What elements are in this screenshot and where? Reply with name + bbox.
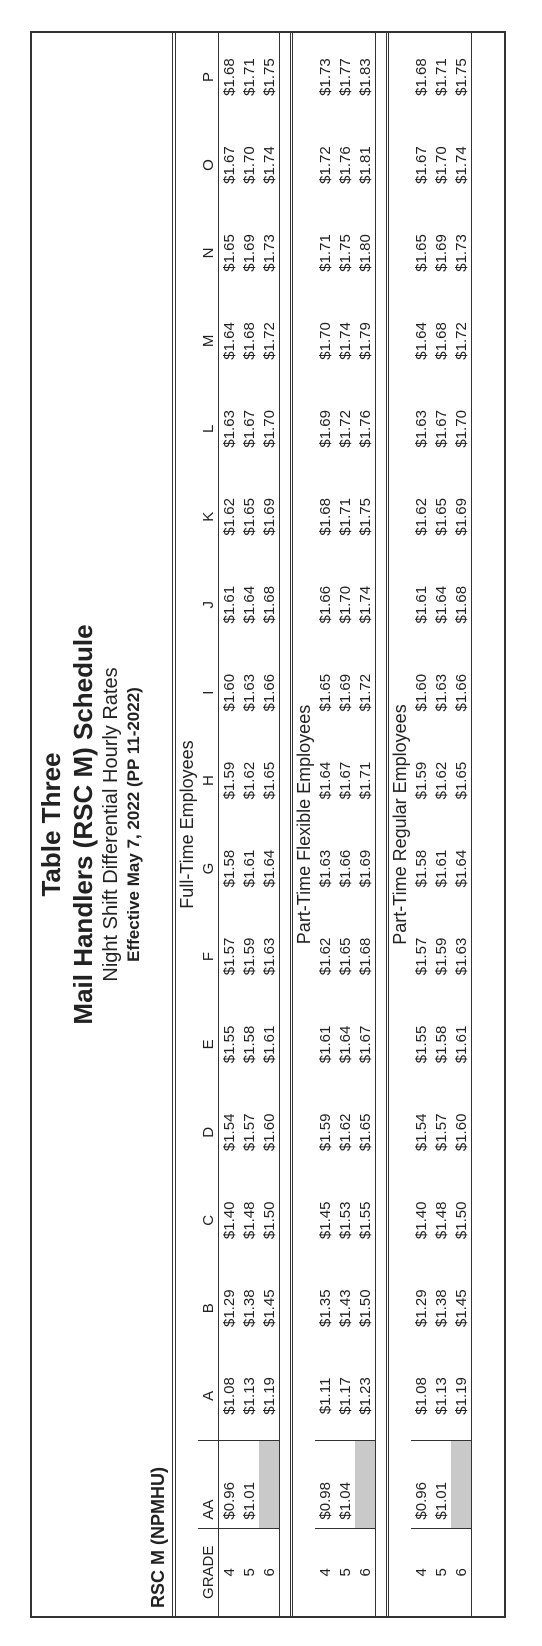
rate-cell: $1.60 [220, 673, 238, 712]
rate-cell: $1.74 [336, 322, 354, 360]
rate-cell: $1.63 [451, 913, 472, 1001]
column-header: E [198, 1000, 219, 1088]
rate-cell: $1.74 [259, 121, 280, 209]
rate-cell: $1.17 [336, 1377, 354, 1415]
rate-cell: $1.72 [316, 146, 334, 184]
rate-cell: $1.59 [432, 937, 450, 976]
rate-cell: $1.76 [355, 385, 376, 473]
rate-cell: $1.53 [336, 1201, 354, 1240]
rate-cell: $1.66 [451, 649, 472, 737]
column-header: C [198, 1176, 219, 1264]
rate-cell: $0.96 [411, 1440, 431, 1528]
rate-cell: $1.64 [412, 322, 430, 360]
grade-cell: 4 [315, 1528, 335, 1616]
rate-cell: $1.83 [355, 33, 376, 121]
table-row [239, 33, 259, 1616]
section-divider [280, 33, 292, 1616]
rate-cell: $1.70 [336, 585, 354, 624]
rate-cell: $1.80 [355, 209, 376, 297]
rate-cell: $1.63 [412, 410, 430, 448]
rate-cell: $1.67 [355, 1000, 376, 1088]
column-header: P [198, 33, 219, 121]
rate-cell: $1.63 [259, 913, 280, 1001]
rate-cell: $1.59 [220, 761, 238, 800]
rate-cell: $1.45 [259, 1264, 280, 1352]
rate-cell: $1.29 [220, 1289, 238, 1327]
rate-cell: $1.70 [432, 146, 450, 184]
rate-cell: $1.40 [220, 1201, 238, 1240]
rate-cell: $1.60 [259, 1088, 280, 1176]
rate-cell: $1.61 [432, 849, 450, 888]
rate-cell: $1.38 [432, 1289, 450, 1327]
rate-cell [451, 1440, 472, 1528]
rate-cell: $1.63 [240, 673, 258, 712]
rate-cell: $1.08 [412, 1377, 430, 1415]
rate-cell: $1.55 [355, 1176, 376, 1264]
rate-cell: $1.65 [432, 498, 450, 536]
rate-cell: $1.67 [412, 146, 430, 184]
rate-cell: $1.68 [316, 498, 334, 536]
table-row [219, 33, 240, 1616]
rate-cell: $1.69 [259, 473, 280, 561]
rate-cell: $1.74 [355, 561, 376, 649]
rate-cell: $1.13 [432, 1377, 450, 1415]
table-row [355, 33, 376, 1616]
rate-cell: $1.65 [336, 937, 354, 976]
rate-cell: $1.72 [451, 297, 472, 385]
rate-cell: $1.71 [355, 737, 376, 825]
rate-cell: $1.62 [336, 1113, 354, 1152]
rate-cell: $1.45 [316, 1201, 334, 1240]
rate-cell: $1.62 [240, 761, 258, 800]
rate-table [172, 33, 472, 1616]
column-header: J [198, 561, 219, 649]
rate-cell: $1.59 [240, 937, 258, 976]
rate-cell: $1.75 [451, 33, 472, 121]
rate-cell: $1.64 [336, 1025, 354, 1064]
rate-cell: $1.59 [412, 761, 430, 800]
rate-cell: $1.08 [220, 1377, 238, 1415]
rate-cell: $1.11 [316, 1377, 334, 1415]
rate-cell: $0.96 [219, 1440, 240, 1528]
column-header: D [198, 1088, 219, 1176]
rate-cell: $1.62 [432, 761, 450, 800]
section-heading-row [388, 33, 412, 1616]
section-heading: Full-Time Employees [174, 33, 198, 1616]
rate-cell: $1.69 [355, 825, 376, 913]
section-divider [376, 33, 388, 1616]
table-row [411, 33, 431, 1616]
plan-label: RSC M (NPMHU) [148, 1467, 168, 1608]
rate-cell: $1.66 [316, 585, 334, 624]
rate-cell: $1.61 [451, 1000, 472, 1088]
column-header: N [198, 209, 219, 297]
rate-cell: $1.68 [355, 913, 376, 1001]
column-header: AA [198, 1440, 219, 1528]
rate-cell: $1.57 [432, 1113, 450, 1152]
section-heading: Part-Time Flexible Employees [292, 33, 316, 1616]
rate-cell: $1.69 [451, 473, 472, 561]
rate-cell: $1.54 [220, 1113, 238, 1152]
divider-cell [376, 33, 388, 1616]
rate-cell: $1.48 [240, 1201, 258, 1240]
rate-cell: $1.70 [240, 146, 258, 184]
column-header: L [198, 385, 219, 473]
grade-cell: 4 [411, 1528, 431, 1616]
rate-cell: $1.58 [240, 1025, 258, 1064]
column-header: G [198, 825, 219, 913]
section-heading: Part-Time Regular Employees [388, 33, 412, 1616]
rate-cell: $1.01 [239, 1440, 259, 1528]
rate-cell: $1.65 [412, 234, 430, 272]
rate-cell: $1.64 [432, 585, 450, 624]
rate-cell: $1.70 [451, 385, 472, 473]
rate-cell: $1.81 [355, 121, 376, 209]
grade-cell: 5 [335, 1528, 355, 1616]
rate-cell: $1.23 [355, 1352, 376, 1440]
rate-cell [259, 1440, 280, 1528]
rate-cell: $1.50 [259, 1176, 280, 1264]
rate-cell: $1.67 [336, 761, 354, 800]
column-header: A [198, 1352, 219, 1440]
rate-cell: $1.62 [412, 498, 430, 536]
rate-cell: $1.62 [220, 498, 238, 536]
rate-cell: $1.71 [240, 58, 258, 96]
rate-cell: $1.50 [451, 1176, 472, 1264]
schedule-title: Mail Handlers (RSC M) Schedule [68, 624, 98, 1025]
rate-cell: $1.58 [220, 849, 238, 888]
column-header: B [198, 1264, 219, 1352]
grade-cell: 4 [219, 1528, 240, 1616]
rate-cell: $1.63 [432, 673, 450, 712]
rate-cell: $1.61 [316, 1025, 334, 1064]
rate-cell: $1.63 [316, 849, 334, 888]
rate-cell: $1.13 [240, 1377, 258, 1415]
rate-cell: $1.64 [316, 761, 334, 800]
rate-cell: $1.65 [316, 673, 334, 712]
rate-cell: $1.77 [336, 58, 354, 96]
effective-date: Effective May 7, 2022 (PP 11-2022) [124, 687, 143, 962]
rate-cell: $1.68 [220, 58, 238, 96]
rate-cell: $1.57 [412, 937, 430, 976]
rate-cell: $1.58 [432, 1025, 450, 1064]
rate-cell: $1.29 [412, 1289, 430, 1327]
rate-cell: $1.64 [220, 322, 238, 360]
rate-cell: $1.67 [240, 410, 258, 448]
rate-cell: $1.76 [336, 146, 354, 184]
rate-cell: $1.70 [316, 322, 334, 360]
rate-cell: $1.58 [412, 849, 430, 888]
rate-cell: $1.19 [451, 1352, 472, 1440]
rate-cell: $1.72 [355, 649, 376, 737]
rate-cell: $1.68 [412, 58, 430, 96]
rate-cell: $1.57 [240, 1113, 258, 1152]
rate-cell: $1.75 [355, 473, 376, 561]
rate-cell: $1.40 [412, 1201, 430, 1240]
rate-cell: $1.57 [220, 937, 238, 976]
rate-table-body [174, 33, 472, 1616]
rate-cell: $1.68 [451, 561, 472, 649]
rate-cell: $1.64 [259, 825, 280, 913]
rate-cell: $1.73 [316, 58, 334, 96]
rate-cell: $1.61 [220, 585, 238, 624]
rate-cell: $1.35 [316, 1289, 334, 1327]
rate-cell: $1.68 [259, 561, 280, 649]
table-row [315, 33, 335, 1616]
rate-cell: $1.61 [412, 585, 430, 624]
divider-cell [280, 33, 292, 1616]
rate-cell: $1.73 [451, 209, 472, 297]
grade-cell: 6 [451, 1528, 472, 1616]
rate-cell: $1.43 [336, 1289, 354, 1327]
rate-cell: $1.72 [259, 297, 280, 385]
rate-cell: $1.72 [336, 410, 354, 448]
rate-cell: $1.70 [259, 385, 280, 473]
column-header: M [198, 297, 219, 385]
rate-cell: $1.60 [451, 1088, 472, 1176]
rate-cell: $1.68 [240, 322, 258, 360]
rate-cell [355, 1440, 376, 1528]
rate-cell: $1.79 [355, 297, 376, 385]
table-row [335, 33, 355, 1616]
table-row [431, 33, 451, 1616]
rate-description: Night Shift Differential Hourly Rates [100, 667, 122, 982]
rate-cell: $1.19 [259, 1352, 280, 1440]
rate-cell: $1.65 [355, 1088, 376, 1176]
column-header-row [198, 33, 219, 1616]
table-title: Table Three [36, 752, 66, 897]
rate-cell: $1.69 [336, 673, 354, 712]
rate-cell: $1.71 [316, 234, 334, 272]
rate-cell: $1.55 [412, 1025, 430, 1064]
rate-cell: $1.01 [431, 1440, 451, 1528]
table-row [259, 33, 280, 1616]
rate-cell: $1.65 [240, 498, 258, 536]
rate-cell: $1.63 [220, 410, 238, 448]
rate-cell: $1.75 [336, 234, 354, 272]
rate-cell: $1.71 [336, 498, 354, 536]
rate-cell: $1.67 [432, 410, 450, 448]
rate-cell: $1.69 [240, 234, 258, 272]
rate-cell: $1.68 [432, 322, 450, 360]
rate-cell: $1.69 [316, 410, 334, 448]
rate-cell: $1.71 [432, 58, 450, 96]
rate-cell: $1.60 [412, 673, 430, 712]
grade-cell: 6 [355, 1528, 376, 1616]
rate-cell: $1.59 [316, 1113, 334, 1152]
column-header: K [198, 473, 219, 561]
column-header: O [198, 121, 219, 209]
column-header: H [198, 737, 219, 825]
rate-cell: $1.64 [451, 825, 472, 913]
grade-cell: 5 [239, 1528, 259, 1616]
section-heading-row [174, 33, 198, 1616]
rate-cell: $1.73 [259, 209, 280, 297]
grade-cell: 5 [431, 1528, 451, 1616]
grade-cell: 6 [259, 1528, 280, 1616]
rate-cell: $1.54 [412, 1113, 430, 1152]
rate-cell: $1.75 [259, 33, 280, 121]
rate-cell: $1.65 [451, 737, 472, 825]
rate-cell: $1.66 [336, 849, 354, 888]
rate-cell: $1.04 [335, 1440, 355, 1528]
rate-cell: $1.64 [240, 585, 258, 624]
rate-cell: $1.65 [259, 737, 280, 825]
column-header: I [198, 649, 219, 737]
table-row [451, 33, 472, 1616]
column-header: GRADE [198, 1528, 219, 1616]
rate-cell: $1.74 [451, 121, 472, 209]
rate-cell: $1.50 [355, 1264, 376, 1352]
rate-cell: $1.69 [432, 234, 450, 272]
rate-cell: $1.65 [220, 234, 238, 272]
rate-cell: $1.61 [240, 849, 258, 888]
rate-cell: $1.67 [220, 146, 238, 184]
section-heading-row [292, 33, 316, 1616]
rate-cell: $1.61 [259, 1000, 280, 1088]
rate-cell: $1.66 [259, 649, 280, 737]
table-frame [30, 31, 506, 1618]
rate-cell: $1.45 [451, 1264, 472, 1352]
rate-cell: $1.48 [432, 1201, 450, 1240]
column-header: F [198, 913, 219, 1001]
rate-cell: $1.38 [240, 1289, 258, 1327]
rate-cell: $1.55 [220, 1025, 238, 1064]
rate-cell: $1.62 [316, 937, 334, 976]
rate-cell: $0.98 [315, 1440, 335, 1528]
